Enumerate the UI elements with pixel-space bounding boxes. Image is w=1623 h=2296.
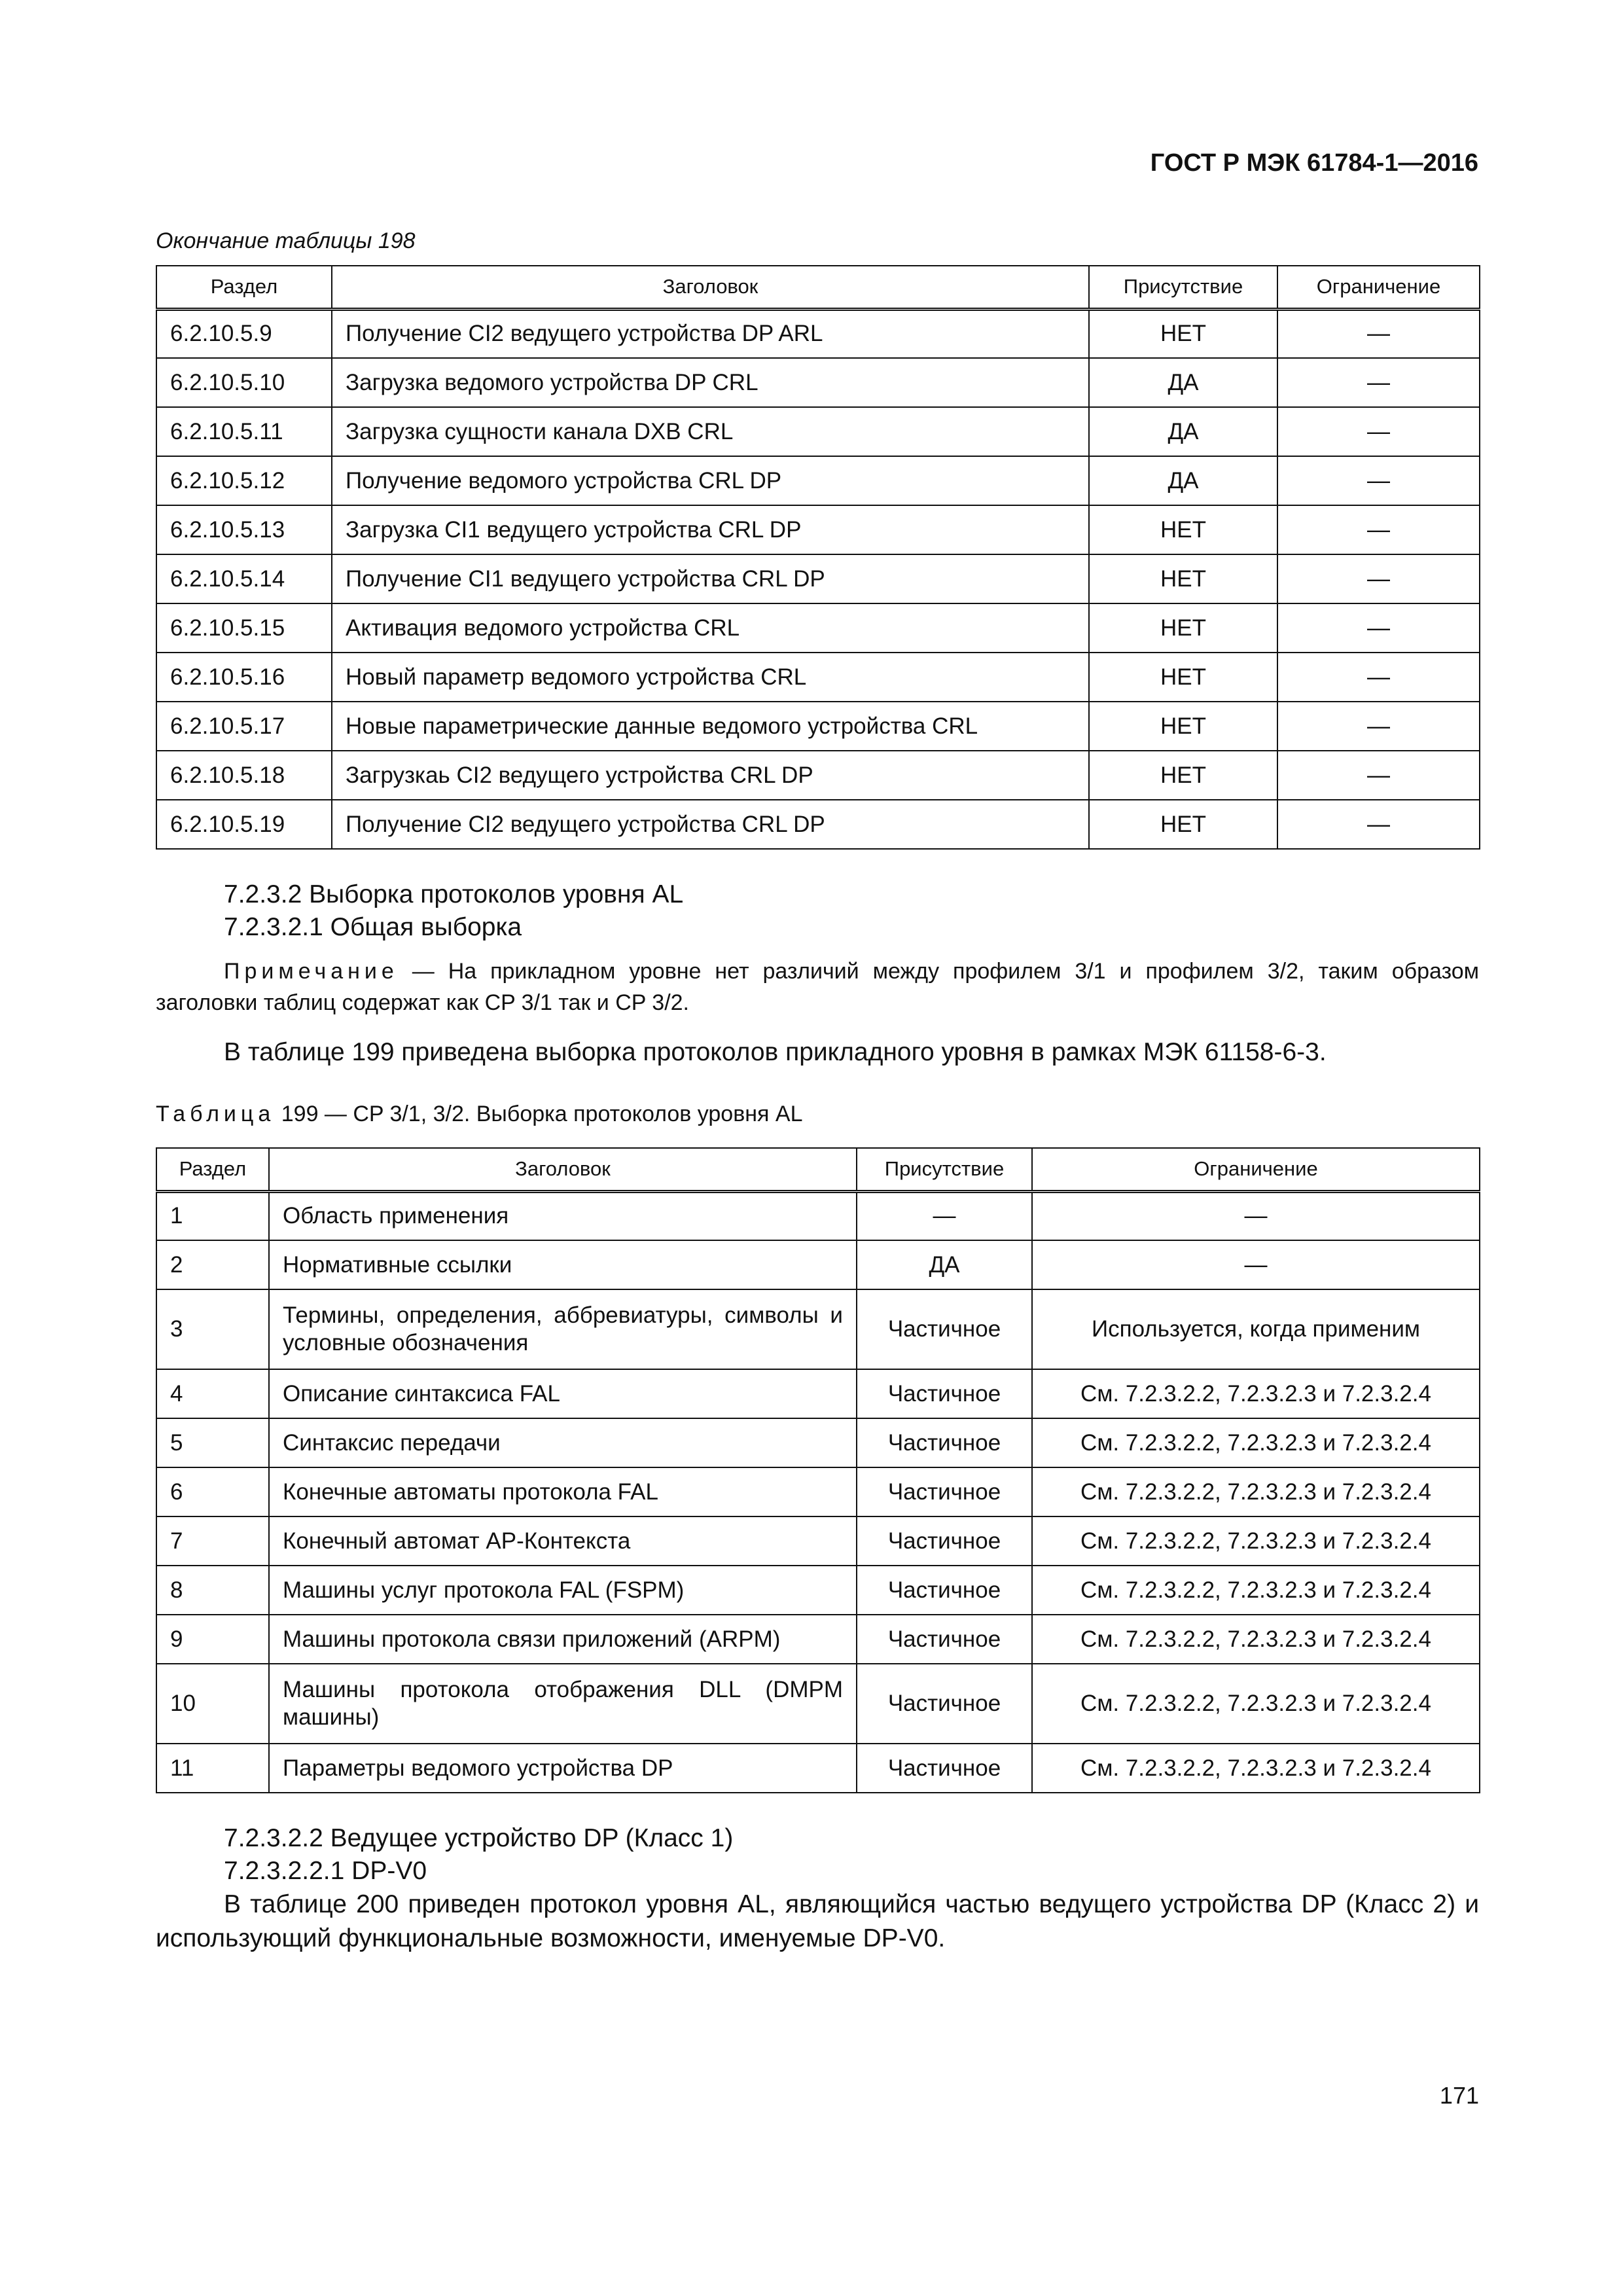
section-cell: 6.2.10.5.9 [156, 309, 332, 358]
body-paragraph: В таблице 199 приведена выборка протоколов прикладного уровня в рамках МЭК 61158-6-3. [224, 1038, 1327, 1066]
section-cell: 5 [156, 1418, 269, 1467]
table-caption-text: 199 — CP 3/1, 3/2. Выборка протоколов уровня AL [275, 1102, 803, 1126]
section-heading: 7.2.3.2 Выборка протоколов уровня AL [224, 880, 684, 908]
table-row [156, 505, 1480, 554]
presence-cell: ДА [1089, 407, 1277, 456]
table-row [156, 1615, 1480, 1664]
section-cell: 6.2.10.5.11 [156, 407, 332, 456]
presence-cell: Частичное [857, 1467, 1032, 1516]
section-cell: 6 [156, 1467, 269, 1516]
restriction-cell: См. 7.2.3.2.2, 7.2.3.2.3 и 7.2.3.2.4 [1032, 1369, 1480, 1418]
restriction-cell: — [1277, 554, 1480, 603]
title-cell: Нормативные ссылки [269, 1240, 857, 1289]
restriction-cell: — [1277, 751, 1480, 800]
table-row [156, 1467, 1480, 1516]
section-cell: 3 [156, 1289, 269, 1369]
table-row [156, 1566, 1480, 1615]
table-row [156, 1240, 1480, 1289]
section-cell: 6.2.10.5.18 [156, 751, 332, 800]
title-cell: Загрузка сущности канала DXB CRL [332, 407, 1089, 456]
title-cell: Загрузкаь CI2 ведущего устройства CRL DP [332, 751, 1089, 800]
restriction-cell: — [1277, 653, 1480, 702]
title-cell: Загрузка ведомого устройства DP CRL [332, 358, 1089, 407]
restriction-cell: — [1277, 702, 1480, 751]
section-cell: 10 [156, 1664, 269, 1744]
restriction-cell: См. 7.2.3.2.2, 7.2.3.2.3 и 7.2.3.2.4 [1032, 1418, 1480, 1467]
title-cell: Получение CI2 ведущего устройства CRL DP [332, 800, 1089, 849]
column-header: Раздел [156, 266, 332, 309]
section-cell: 11 [156, 1744, 269, 1793]
restriction-cell: — [1277, 505, 1480, 554]
table-row [156, 456, 1480, 505]
table-198 [156, 265, 1480, 850]
presence-cell: НЕТ [1089, 554, 1277, 603]
presence-cell: НЕТ [1089, 603, 1277, 653]
title-cell: Активация ведомого устройства CRL [332, 603, 1089, 653]
section-cell: 6.2.10.5.19 [156, 800, 332, 849]
table-row [156, 800, 1480, 849]
table-row [156, 1369, 1480, 1418]
title-cell: Область применения [269, 1191, 857, 1240]
table-header-row [156, 1148, 1480, 1191]
table-row [156, 1418, 1480, 1467]
table-row [156, 554, 1480, 603]
presence-cell: ДА [1089, 358, 1277, 407]
table-header-row [156, 266, 1480, 309]
presence-cell: НЕТ [1089, 505, 1277, 554]
title-cell: Машины протокола связи приложений (ARPM) [269, 1615, 857, 1664]
presence-cell: Частичное [857, 1289, 1032, 1369]
section-cell: 6.2.10.5.12 [156, 456, 332, 505]
section-cell: 4 [156, 1369, 269, 1418]
presence-cell: НЕТ [1089, 800, 1277, 849]
presence-cell: Частичное [857, 1369, 1032, 1418]
restriction-cell: — [1277, 358, 1480, 407]
presence-cell: Частичное [857, 1418, 1032, 1467]
table-row [156, 653, 1480, 702]
table-row [156, 603, 1480, 653]
restriction-cell: См. 7.2.3.2.2, 7.2.3.2.3 и 7.2.3.2.4 [1032, 1467, 1480, 1516]
subsection-heading: 7.2.3.2.1 Общая выборка [224, 913, 522, 941]
section-cell: 6.2.10.5.14 [156, 554, 332, 603]
column-header: Ограничение [1277, 266, 1480, 309]
table-row [156, 751, 1480, 800]
restriction-cell: См. 7.2.3.2.2, 7.2.3.2.3 и 7.2.3.2.4 [1032, 1516, 1480, 1566]
presence-cell: ДА [1089, 456, 1277, 505]
restriction-cell: Используется, когда применим [1032, 1289, 1480, 1369]
presence-cell: НЕТ [1089, 653, 1277, 702]
title-cell: Конечные автоматы протокола FAL [269, 1467, 857, 1516]
restriction-cell: — [1277, 800, 1480, 849]
table-row [156, 1744, 1480, 1793]
title-cell: Получение ведомого устройства CRL DP [332, 456, 1089, 505]
column-header: Заголовок [269, 1148, 857, 1191]
title-cell: Новый параметр ведомого устройства CRL [332, 653, 1089, 702]
table-caption-label: Таблица [156, 1102, 276, 1126]
section-cell: 9 [156, 1615, 269, 1664]
restriction-cell: См. 7.2.3.2.2, 7.2.3.2.3 и 7.2.3.2.4 [1032, 1744, 1480, 1793]
column-header: Раздел [156, 1148, 269, 1191]
presence-cell: НЕТ [1089, 702, 1277, 751]
title-cell: Новые параметрические данные ведомого устройства CRL [332, 702, 1089, 751]
title-cell: Конечный автомат AP-Контекста [269, 1516, 857, 1566]
restriction-cell: — [1277, 407, 1480, 456]
table-row [156, 1664, 1480, 1744]
presence-cell: НЕТ [1089, 751, 1277, 800]
title-cell: Получение CI2 ведущего устройства DP ARL [332, 309, 1089, 358]
title-cell: Получение CI1 ведущего устройства CRL DP [332, 554, 1089, 603]
body-paragraph: В таблице 200 приведен протокол уровня AL, являющийся частью ведущего устройства DP (Класс 2) и использующий функциональные возможности, именуемые DP-V0. [156, 1890, 1479, 1952]
restriction-cell: — [1277, 603, 1480, 653]
title-cell: Параметры ведомого устройства DP [269, 1744, 857, 1793]
table-row [156, 702, 1480, 751]
column-header: Присутствие [1089, 266, 1277, 309]
note-label: Примечание [224, 959, 399, 984]
section-cell: 6.2.10.5.15 [156, 603, 332, 653]
section-cell: 6.2.10.5.10 [156, 358, 332, 407]
table-row [156, 309, 1480, 358]
section-heading: 7.2.3.2.2 Ведущее устройство DP (Класс 1) [224, 1824, 734, 1852]
note-text: — На прикладном уровне нет различий между профилем 3/1 и профилем 3/2, таким образом заголовки таблиц содержат как CP 3/1 так и CP 3/2. [156, 959, 1479, 1015]
section-cell: 6.2.10.5.13 [156, 505, 332, 554]
section-cell: 8 [156, 1566, 269, 1615]
subsection-heading: 7.2.3.2.2.1 DP-V0 [224, 1857, 427, 1885]
presence-cell: Частичное [857, 1744, 1032, 1793]
table-row [156, 358, 1480, 407]
document-header: ГОСТ Р МЭК 61784-1—2016 [1150, 149, 1478, 177]
table-row [156, 1516, 1480, 1566]
column-header: Присутствие [857, 1148, 1032, 1191]
restriction-cell: См. 7.2.3.2.2, 7.2.3.2.3 и 7.2.3.2.4 [1032, 1664, 1480, 1744]
table-row [156, 1289, 1480, 1369]
restriction-cell: См. 7.2.3.2.2, 7.2.3.2.3 и 7.2.3.2.4 [1032, 1566, 1480, 1615]
title-cell: Синтаксис передачи [269, 1418, 857, 1467]
presence-cell: Частичное [857, 1615, 1032, 1664]
restriction-cell: — [1277, 309, 1480, 358]
table-199-caption [156, 1100, 803, 1128]
title-cell: Машины услуг протокола FAL (FSPM) [269, 1566, 857, 1615]
presence-cell: Частичное [857, 1566, 1032, 1615]
section-cell: 6.2.10.5.16 [156, 653, 332, 702]
restriction-cell: — [1277, 456, 1480, 505]
restriction-cell: — [1032, 1240, 1480, 1289]
note [156, 956, 1479, 1018]
presence-cell: Частичное [857, 1516, 1032, 1566]
presence-cell: Частичное [857, 1664, 1032, 1744]
section-cell: 1 [156, 1191, 269, 1240]
table-row [156, 1191, 1480, 1240]
column-header: Заголовок [332, 266, 1089, 309]
title-cell: Загрузка CI1 ведущего устройства CRL DP [332, 505, 1089, 554]
section-cell: 2 [156, 1240, 269, 1289]
table-198-continuation-caption: Окончание таблицы 198 [156, 228, 416, 253]
presence-cell: НЕТ [1089, 309, 1277, 358]
section-cell: 7 [156, 1516, 269, 1566]
presence-cell: ДА [857, 1240, 1032, 1289]
page-number: 171 [1439, 2082, 1479, 2109]
restriction-cell: См. 7.2.3.2.2, 7.2.3.2.3 и 7.2.3.2.4 [1032, 1615, 1480, 1664]
title-cell: Описание синтаксиса FAL [269, 1369, 857, 1418]
section-cell: 6.2.10.5.17 [156, 702, 332, 751]
column-header: Ограничение [1032, 1148, 1480, 1191]
table-199 [156, 1147, 1480, 1793]
restriction-cell: — [1032, 1191, 1480, 1240]
title-cell: Машины протокола отображения DLL (DMPM машины) [269, 1664, 857, 1744]
presence-cell: — [857, 1191, 1032, 1240]
table-row [156, 407, 1480, 456]
title-cell: Термины, определения, аббревиатуры, символы и условные обозначения [269, 1289, 857, 1369]
